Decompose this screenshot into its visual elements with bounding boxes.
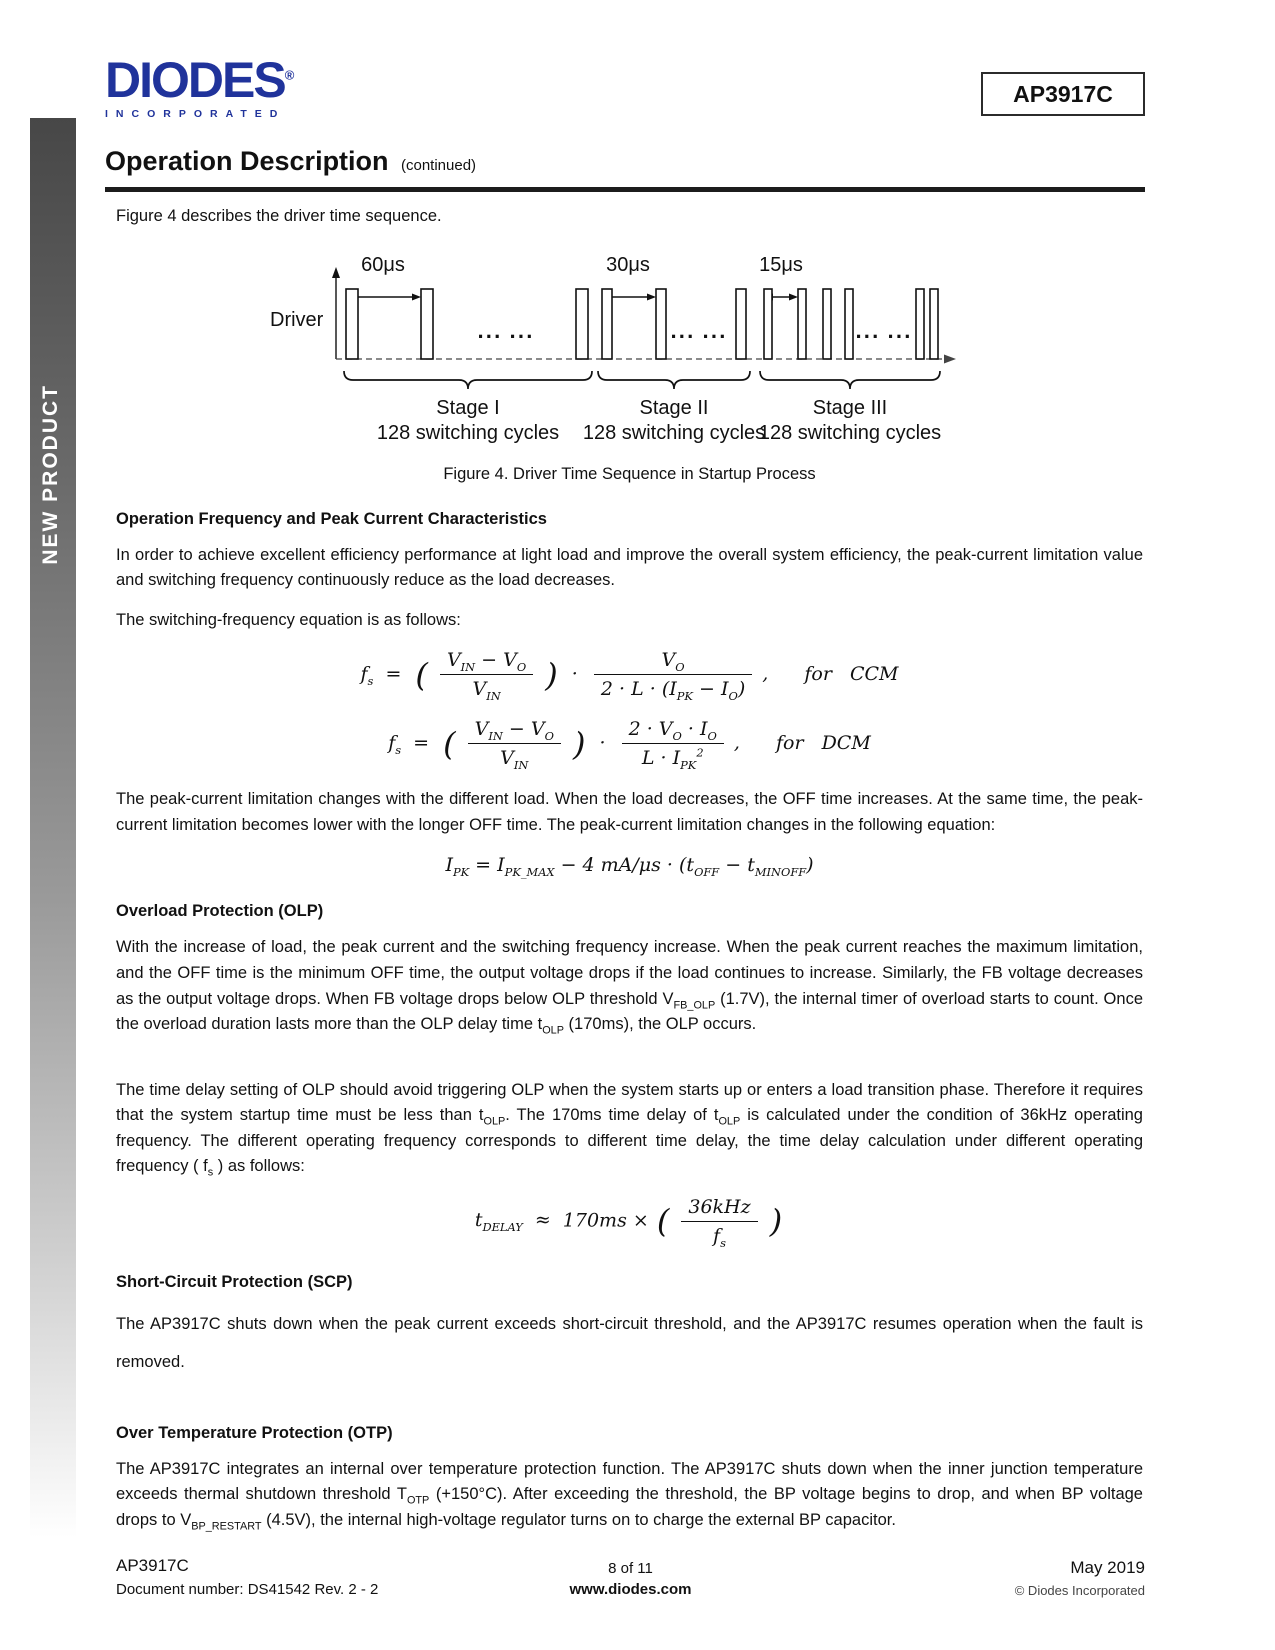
timing-label-15us: 15μs: [759, 253, 803, 276]
equation-peak-current-limit: [116, 854, 1143, 880]
driver-waveform-figure: [116, 244, 1143, 484]
driver-waveform-svg: [266, 244, 966, 449]
page-footer: [116, 1556, 1145, 1598]
eq-comma: ,: [762, 662, 769, 685]
eq-open-paren: (: [415, 655, 428, 694]
eq-ipk-body: $I_{PK} = I_{PK\_MAX} - 4$ $mA/\mu s \cdot (t_{OFF} - t_{MINOFF})$: [445, 854, 814, 880]
driver-axis-label: Driver: [270, 308, 324, 331]
vertical-axis-arrow: [332, 267, 340, 359]
eq-equals: =: [385, 662, 402, 685]
new-product-banner: [30, 118, 76, 1538]
stage3-cycles-label: 128 switching cycles: [758, 421, 942, 444]
eq-equals: =: [413, 731, 430, 754]
registered-mark: ®: [284, 67, 295, 83]
footer-doc-number: Document number: DS41542 Rev. 2 - 2: [116, 1581, 379, 1598]
document-body: [116, 204, 1143, 1547]
diodes-logo-text: DIODES®: [105, 52, 295, 108]
olp-paragraph-1: With the increase of load, the peak current and the switching frequency increase. When the peak current reaches the maximum limitation, and the OFF time is the minimum OFF time, the output voltage drops if the load continues to increase. Similarly, the FB voltage decreases as the output voltage drops. When FB voltage drops below OLP threshold $V_{FB\_OLP}$ (1.7V), the internal timer of overload starts to count. Once the overload duration lasts more than the OLP delay time $t_{OLP}$ (170ms), the OLP occurs.: [116, 938, 1143, 1037]
otp-paragraph: The AP3917C integrates an internal over temperature protection function. The AP3917C shuts down when the inner junction temperature exceeds thermal shutdown threshold $T_{OTP}$ (+150°C). After exceeding the threshold, the BP voltage begins to drop, and when BP voltage drops to $V_{BP\_RESTART}$ (4.5V), the internal high-voltage regulator turns on to charge the external BP capacitor.: [116, 1459, 1143, 1533]
eq-lhs: $t_{DELAY}$: [474, 1209, 523, 1235]
equation-switching-frequency-ccm: [116, 649, 1143, 704]
eq-fraction-2: $\frac{2 \cdot V_O \cdot I_O}{L \cdot I_{PK}^2}$: [622, 718, 724, 769]
eq-lhs: $f_s$: [388, 731, 402, 757]
footer-part-number: AP3917C: [116, 1556, 189, 1575]
page-title: Operation Description: [105, 146, 389, 176]
footer-website-link[interactable]: www.diodes.com: [569, 1581, 692, 1598]
stage2-brace: [598, 371, 750, 389]
eq-fraction-1: $\frac{V_{IN} - V_O}{V_{IN}}$: [440, 649, 533, 700]
stage1-ellipsis: ··· ···: [477, 323, 535, 349]
stage2-ellipsis: ··· ···: [670, 323, 728, 349]
frequency-paragraph-2: The switching-frequency equation is as follows:: [116, 610, 461, 629]
stage3-ellipsis: ··· ···: [855, 323, 913, 349]
eq-multiply: ·: [599, 731, 606, 754]
section-heading-otp: Over Temperature Protection (OTP): [116, 1423, 393, 1442]
stage1-brace: [344, 371, 592, 389]
footer-left: [116, 1556, 378, 1598]
equation-olp-delay: [116, 1195, 1143, 1250]
eq-lhs: $f_s$: [360, 662, 374, 688]
timing-label-60us: 60μs: [361, 253, 405, 276]
page-title-row: [105, 146, 476, 177]
section-heading-olp: Overload Protection (OLP): [116, 902, 324, 921]
section-heading-frequency: Operation Frequency and Peak Current Characteristics: [116, 509, 547, 528]
stage3-brace: [760, 371, 940, 389]
eq-condition: for CCM: [804, 662, 899, 685]
stage1-label: Stage I: [436, 396, 500, 419]
eq-fraction-2: $\frac{V_O}{2 \cdot L \cdot (I_{PK} - I_O)}$: [594, 649, 752, 700]
footer-right: [1015, 1558, 1145, 1598]
timing-label-30us: 30μs: [606, 253, 650, 276]
title-divider: [105, 187, 1145, 192]
eq-condition: for DCM: [775, 731, 871, 754]
diodes-logo: [105, 52, 295, 120]
footer-page-number: 8 of 11: [608, 1560, 653, 1577]
eq-multiply: ·: [571, 662, 578, 685]
equation-switching-frequency-dcm: [116, 718, 1143, 773]
footer-center: [570, 1560, 692, 1598]
peak-current-paragraph: The peak-current limitation changes with the different load. When the load decreases, the OFF time increases. At the same time, the peak-current limitation becomes lower with the longer OFF time. The peak-current limitation changes in the following equation:: [116, 790, 1143, 834]
footer-date: May 2019: [1070, 1558, 1145, 1577]
section-heading-scp: Short-Circuit Protection (SCP): [116, 1272, 353, 1291]
eq-fraction-1: $\frac{V_{IN} - V_O}{V_{IN}}$: [468, 718, 561, 769]
scp-paragraph: The AP3917C shuts down when the peak current exceeds short-circuit threshold, and the AP3917C resumes operation when the fault is removed.: [116, 1314, 1143, 1371]
eq-open-paren: (: [443, 724, 456, 763]
stage1-cycles-label: 128 switching cycles: [376, 421, 560, 444]
eq-close-paren: ): [769, 1202, 783, 1241]
intro-paragraph: Figure 4 describes the driver time sequence.: [116, 207, 442, 225]
part-number-box: AP3917C: [981, 72, 1145, 116]
eq-comma: ,: [733, 731, 740, 754]
figure-caption: Figure 4. Driver Time Sequence in Startup Process: [443, 464, 816, 483]
eq-close-paren: ): [572, 724, 586, 763]
eq-open-paren: (: [656, 1202, 670, 1241]
olp-paragraph-2: The time delay setting of OLP should avoid triggering OLP when the system starts up or enters a load transition phase. Therefore it requires that the system startup time must be less than $t_{OLP}$. The 170ms time delay of $t_{OLP}$ is calculated under the condition of 36kHz operating frequency. The different operating frequency corresponds to different time delay, the time delay calculation under different operating frequency ( $f_s$ ) as follows:: [116, 1080, 1143, 1179]
new-product-label: NEW PRODUCT: [39, 384, 62, 565]
diodes-logo-subtext: INCORPORATED: [105, 108, 286, 120]
eq-factor: 170ms ×: [562, 1209, 649, 1232]
eq-approx: ≈: [534, 1209, 551, 1232]
continued-label: (continued): [401, 157, 477, 174]
frequency-paragraph-1: In order to achieve excellent efficiency performance at light load and improve the overall system efficiency, the peak-current limitation value and switching frequency continuously reduce as the load decreases.: [116, 545, 1143, 590]
stage2-label: Stage II: [639, 396, 709, 419]
eq-fraction: $\frac{\text{36kHz}}{f_s}$: [681, 1196, 757, 1247]
stage3-label: Stage III: [812, 396, 888, 419]
footer-copyright: © Diodes Incorporated: [1014, 1583, 1145, 1598]
eq-close-paren: ): [545, 655, 558, 694]
stage2-cycles-label: 128 switching cycles: [582, 421, 766, 444]
stage1-pulses: [346, 289, 588, 359]
